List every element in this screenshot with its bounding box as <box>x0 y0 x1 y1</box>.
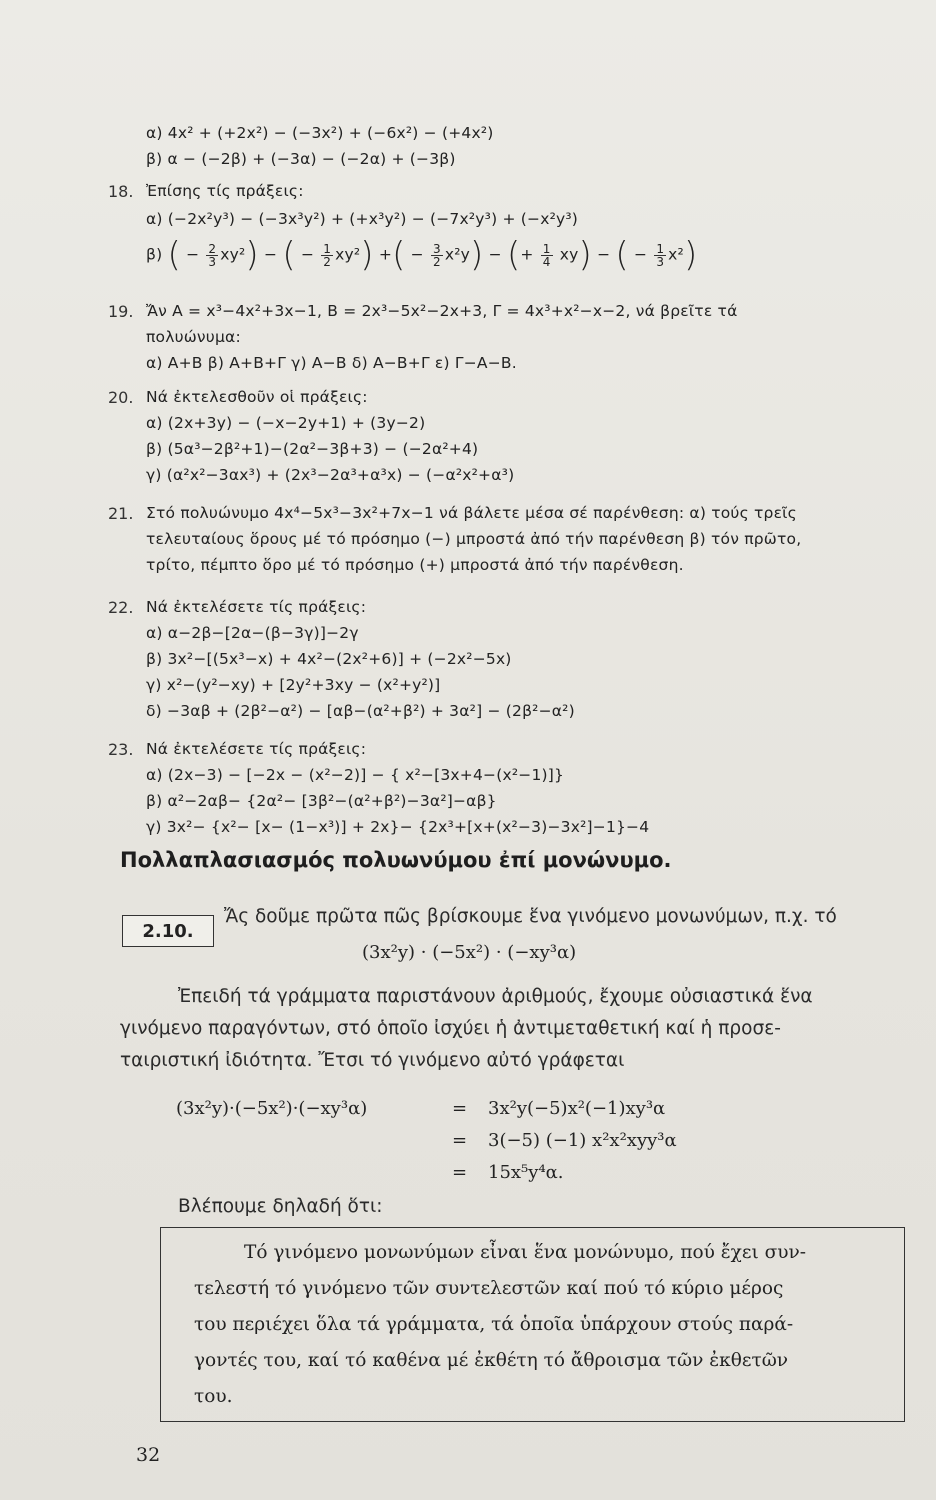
ex22-b: β) 3x²−[(5x³−x) + 4x²−(2x²+6)] + (−2x²−5x) <box>146 650 512 668</box>
calc-eq3: = <box>452 1162 468 1183</box>
calc-line1-rhs: 3x²y(−5)x²(−1)xy³α <box>488 1098 666 1119</box>
paragraph-line1: Ἐπειδή τά γράμματα παριστάνουν ἀριθμούς, ἔχουμε οὐσιαστικά ἕνα <box>178 986 813 1007</box>
ex22-intro: Νά ἐκτελέσετε τίς πράξεις: <box>146 598 367 616</box>
ex20-b: β) (5α³−2β²+1)−(2α²−3β+3) − (−2α²+4) <box>146 440 479 458</box>
ex19-line1: Ἄν A = x³−4x²+3x−1, B = 2x³−5x²−2x+3, Γ = 4x³+x²−x−2, νά βρεῖτε τά <box>146 302 738 320</box>
we-see-text: Βλέπουμε δηλαδή ὅτι: <box>178 1196 383 1217</box>
ex18-intro: Ἐπίσης τίς πράξεις: <box>146 182 304 200</box>
ex22-a: α) α−2β−[2α−(β−3γ)]−2γ <box>146 624 359 642</box>
ex22-c: γ) x²−(y²−xy) + [2y²+3xy − (x²+y²)] <box>146 676 441 694</box>
ex20-number: 20. <box>108 388 134 407</box>
definition-line3: του περιέχει ὅλα τά γράμματα, τά ὁποῖα ὑπάρχουν στούς παρά- <box>194 1314 794 1335</box>
ex22-number: 22. <box>108 598 134 617</box>
ex23-number: 23. <box>108 740 134 759</box>
ex21-line1: Στό πολυώνυμο 4x⁴−5x³−3x²+7x−1 νά βάλετε μέσα σέ παρένθεση: α) τούς τρεῖς <box>146 504 797 522</box>
product-expression: (3x²y) · (−5x²) · (−xy³α) <box>362 942 577 963</box>
ex20-a: α) (2x+3y) − (−x−2y+1) + (3y−2) <box>146 414 426 432</box>
ex20-c: γ) (α²x²−3αx³) + (2x³−2α³+α³x) − (−α²x²+α³) <box>146 466 515 484</box>
calc-eq1: = <box>452 1098 468 1119</box>
ex23-c: γ) 3x²− {x²− [x− (1−x³)] + 2x}− {2x³+[x+(x²−3)−3x²]−1}−4 <box>146 818 650 836</box>
ex18-a: α) (−2x²y³) − (−3x³y²) + (+x³y²) − (−7x²y³) + (−x²y³) <box>146 210 579 228</box>
definition-line1: Τό γινόμενο μονωνύμων εἶναι ἕνα μονώνυμο, πού ἔχει συν- <box>244 1242 806 1263</box>
ex17-a: α) 4x² + (+2x²) − (−3x²) + (−6x²) − (+4x²) <box>146 124 494 142</box>
ex23-b: β) α²−2αβ− {2α²− [3β²−(α²+β²)−3α²]−αβ} <box>146 792 497 810</box>
calc-line2-rhs: 3(−5) (−1) x²x²xyy³α <box>488 1130 677 1151</box>
intro-line1: Ἄς δοῦμε πρῶτα πῶς βρίσκουμε ἕνα γινόμενο μονωνύμων, π.χ. τό <box>224 906 837 927</box>
definition-line2: τελεστή τό γινόμενο τῶν συντελεστῶν καί πού τό κύριο μέρος <box>194 1278 784 1299</box>
definition-line5: του. <box>194 1386 233 1407</box>
ex19-line2: πολυώνυμα: <box>146 328 241 346</box>
ex21-line2: τελευταίους ὅρους μέ τό πρόσημο (−) μπροστά ἀπό τήν παρένθεση β) τόν πρῶτο, <box>146 530 802 548</box>
ex21-line3: τρίτο, πέμπτο ὅρο μέ τό πρόσημο (+) μπροστά ἀπό τήν παρένθεση. <box>146 556 684 574</box>
section-number-box <box>122 915 214 947</box>
ex22-d: δ) −3αβ + (2β²−α²) − [αβ−(α²+β²) + 3α²] − (2β²−α²) <box>146 702 575 720</box>
ex19-number: 19. <box>108 302 134 321</box>
ex19-line3: α) A+B β) A+B+Γ γ) A−B δ) A−B+Γ ε) Γ−A−B. <box>146 354 517 372</box>
ex23-intro: Νά ἐκτελέσετε τίς πράξεις: <box>146 740 367 758</box>
page-number: 32 <box>136 1444 161 1466</box>
definition-line4: γοντές του, καί τό καθένα μέ ἐκθέτη τό ἄθροισμα τῶν ἐκθετῶν <box>194 1350 789 1371</box>
ex20-intro: Νά ἐκτελεσθοῦν οἱ πράξεις: <box>146 388 368 406</box>
ex17-b: β) α − (−2β) + (−3α) − (−2α) + (−3β) <box>146 150 456 168</box>
section-heading: Πολλαπλασιασμός πολυωνύμου ἐπί μονώνυμο. <box>120 848 672 872</box>
ex18-b: β) ( − $\frac{2}{3}$ xy²) − ( − $\frac{1}{2}$ xy²) +( − $\frac{3}{2}$ x²y) − (+ $\frac{1}{4}$ xy) − ( − $\frac{1}{3}$ x²) <box>146 235 698 275</box>
paragraph-line3: ταιριστική ἰδιότητα. Ἔτσι τό γινόμενο αὐτό γράφεται <box>120 1050 625 1071</box>
ex23-a: α) (2x−3) − [−2x − (x²−2)] − { x²−[3x+4−(x²−1)]} <box>146 766 565 784</box>
ex21-number: 21. <box>108 504 134 523</box>
calc-line3-rhs: 15x⁵y⁴α. <box>488 1162 564 1183</box>
ex18-number: 18. <box>108 182 134 201</box>
section-number: 2.10. <box>142 920 194 942</box>
calc-line1-lhs: (3x²y)·(−5x²)·(−xy³α) <box>176 1098 368 1119</box>
calc-eq2: = <box>452 1130 468 1151</box>
paragraph-line2: γινόμενο παραγόντων, στό ὁποῖο ἰσχύει ἡ ἀντιμεταθετική καί ἡ προσε- <box>120 1018 781 1039</box>
